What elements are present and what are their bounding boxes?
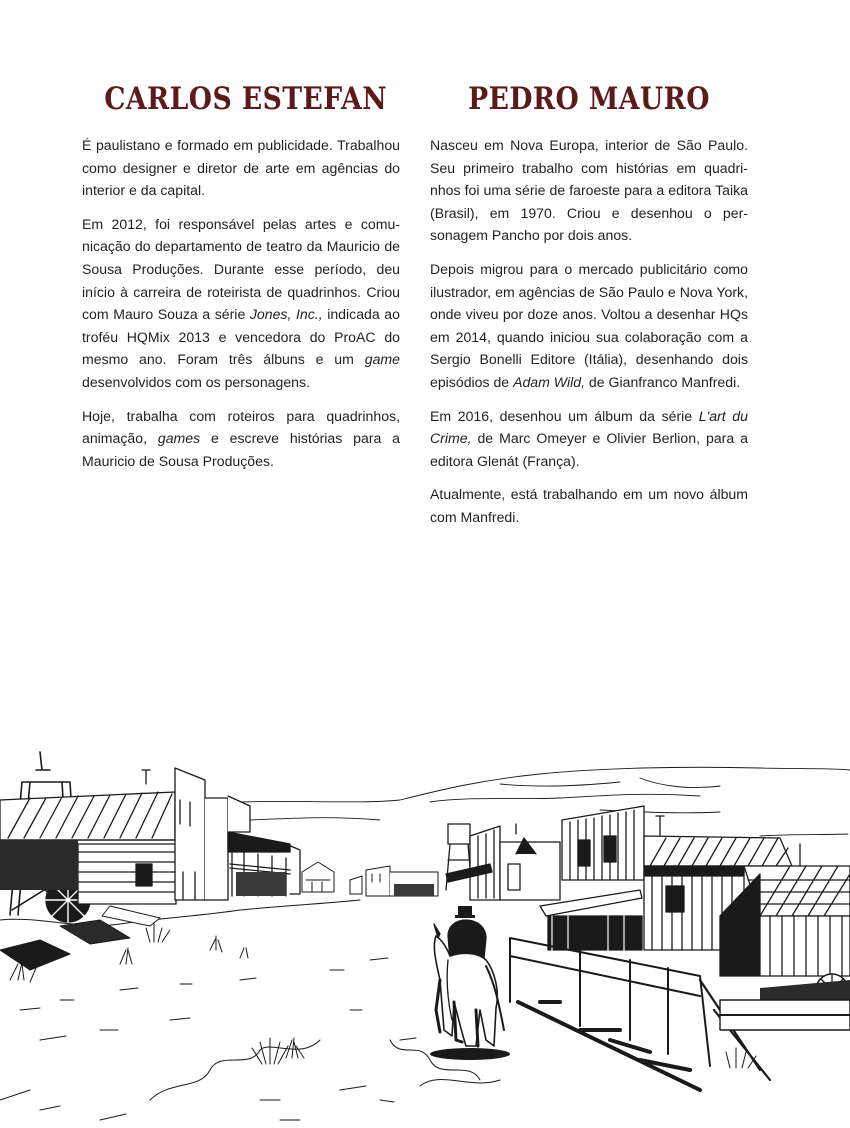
series-title-italic: Jones, Inc., <box>249 306 323 323</box>
bio-text: indicada ao troféu HQMix 2013 e vencedora do ProAC do mesmo ano. Foram três álbuns e um <box>82 306 400 368</box>
author-name-heading: PEDRO MAURO <box>468 81 710 117</box>
italic-term: games <box>157 430 201 447</box>
left-saloon-building <box>0 768 205 904</box>
bio-text: e escreve histórias para a Mauricio de Sousa Produções. <box>82 430 400 469</box>
bio-paragraph <box>430 258 748 394</box>
series-title-italic: Adam Wild, <box>513 373 585 390</box>
bio-text: Em 2012, foi responsável pelas artes e comunicação do departamento de teatro da Mauricio de Sousa Produções. Durante esse período, deu início à carreira de roteirista de quadrinhos. Criou com Mauro Souza a série <box>82 215 400 323</box>
bio-paragraph <box>430 134 748 247</box>
bio-paragraph <box>82 405 400 473</box>
bio-text: de Marc Omeyer e Olivier Berlion, para a editora Glenát (França). <box>430 430 748 469</box>
bio-paragraph <box>82 213 400 394</box>
bio-paragraph <box>430 483 748 528</box>
series-title-italic: L'art du Crime, <box>430 407 748 447</box>
street-ground <box>0 900 500 1120</box>
author-bio-carlos-estefan <box>82 78 400 483</box>
author-name-heading: CARLOS ESTEFAN <box>104 81 387 117</box>
rider-on-horse <box>430 906 510 1060</box>
italic-term: game <box>364 351 400 368</box>
bio-text: Hoje, trabalha com roteiros para quadrinhos, animação, <box>82 407 400 447</box>
bio-text: É paulistano e formado em publicidade. Trabalhou como designer e diretor de arte em agências do interior e da capital. <box>82 137 400 199</box>
distant-buildings <box>302 862 438 896</box>
bio-text: Nasceu em Nova Europa, interior de São Paulo. Seu primeiro trabalho com histórias em quadrinhos foi uma série de faroeste para a editora Taika (Brasil), em 1970. Criou e desenhou o personagem Pancho por dois anos. <box>430 137 748 244</box>
bio-paragraph <box>82 134 400 202</box>
bio-text: Atualmente, está trabalhando em um novo álbum com Manfredi. <box>430 486 748 525</box>
bio-text: Em 2016, desenhou um álbum da série <box>430 407 699 424</box>
western-town-illustration <box>0 740 850 1128</box>
bio-text: desenvolvidos com os personagens. <box>82 373 310 390</box>
bio-text: Depois migrou para o mercado publicitário como ilustrador, em agências de São Paulo e Nova York, onde viveu por doze anos. Voltou a desenhar HQs em 2014, quando iniciou sua colaboração com a Sergio Bonelli Editore (Itália), desenhando dois episódios de <box>430 260 748 390</box>
bio-text: de Gianfranco Manfredi. <box>585 373 741 390</box>
author-bio-pedro-mauro <box>430 78 748 540</box>
hills <box>240 767 850 836</box>
bio-paragraph <box>430 405 748 473</box>
balcony-buildings <box>205 796 300 900</box>
